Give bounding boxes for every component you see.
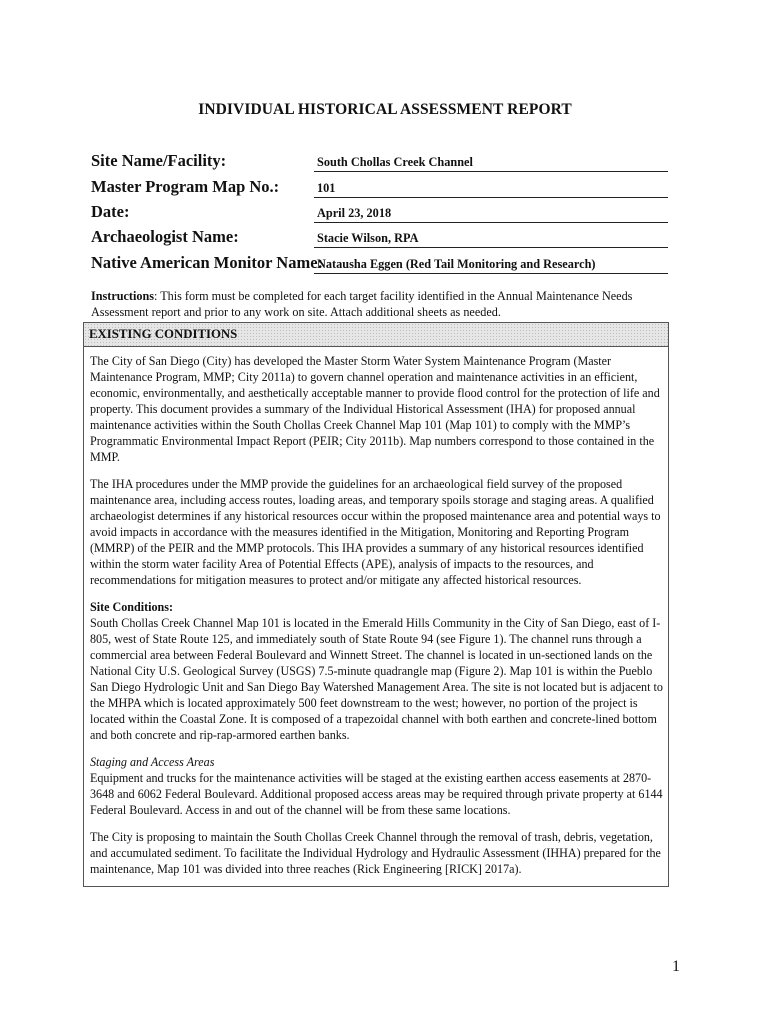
page-number: 1 xyxy=(672,958,680,975)
paragraph-intro: The City of San Diego (City) has developed the Master Storm Water System Maintenance Program (Master Maintenance Program, MMP; City 2011a) to govern channel operation and maintenance activities in an efficient, economic, environmentally, and aesthetically acceptable manner to provide flood control for the protection of life and property. This document provides a summary of the Individual Historical Assessment (IHA) for proposed annual maintenance activities within the South Chollas Creek Channel Map 101 (Map 101) to comply with the MMP’s Programmatic Environmental Impact Report (PEIR; City 2011b). Map numbers correspond to those contained in the MMP. xyxy=(90,354,660,464)
paragraph-staging: Equipment and trucks for the maintenance activities will be staged at the existing earthen access easements at 2870-3648 and 6062 Federal Boulevard. Additional proposed access areas may be required through private property at 6144 Federal Boulevard. Access in and out of the channel will be from these same locations. xyxy=(90,771,663,817)
site-name-value: South Chollas Creek Channel xyxy=(314,154,668,172)
field-native-monitor xyxy=(91,251,668,275)
instructions-label: Instructions xyxy=(91,289,154,303)
instructions xyxy=(91,288,671,320)
map-number-value: 101 xyxy=(314,180,668,198)
instructions-text: : This form must be completed for each target facility identified in the Annual Maintenance Needs Assessment report and prior to any work on site. Attach additional sheets as needed. xyxy=(91,289,633,319)
field-label: Site Name/Facility: xyxy=(91,151,227,170)
field-archaeologist xyxy=(91,225,668,249)
field-label: Native American Monitor Name: xyxy=(91,253,324,272)
field-date xyxy=(91,200,668,224)
field-label: Date: xyxy=(91,202,130,221)
paragraph-site-conditions: South Chollas Creek Channel Map 101 is located in the Emerald Hills Community in the City of San Diego, east of I-805, west of State Route 125, and immediately south of State Route 94 (see Figure 1). The channel runs through a commercial area between Federal Boulevard and Winnett Street. The channel is located in un-sectioned lands on the National City U.S. Geological Survey (USGS) 7.5-minute quadrangle map (Figure 2). Map 101 is within the Pueblo San Diego Hydrologic Unit and San Diego Bay Watershed Management Area. The site is not located but is adjacent to the MHPA which is located approximately 500 feet downstream to the west; however, no portion of the project is located within the Coastal Zone. It is composed of a trapezoidal channel with both earthen and concrete-lined bottom and both concrete and rip-rap-armored earthen banks. xyxy=(90,616,663,742)
native-monitor-value: Natausha Eggen (Red Tail Monitoring and Research) xyxy=(314,256,668,274)
field-label: Master Program Map No.: xyxy=(91,177,280,196)
site-conditions-heading: Site Conditions: xyxy=(90,600,173,614)
staging-heading: Staging and Access Areas xyxy=(90,755,215,769)
section-body xyxy=(84,347,668,877)
report-title: INDIVIDUAL HISTORICAL ASSESSMENT REPORT xyxy=(198,101,572,118)
paragraph-maintenance: The City is proposing to maintain the South Chollas Creek Channel through the removal of trash, debris, vegetation, and accumulated sediment. To facilitate the Individual Hydrology and Hydraulic Assessment (IHHA) prepared for the maintenance, Map 101 was divided into three reaches (Rick Engineering [RICK] 2017a). xyxy=(90,830,661,876)
date-value: April 23, 2018 xyxy=(314,205,668,223)
field-label: Archaeologist Name: xyxy=(91,227,239,246)
existing-conditions-section xyxy=(83,322,669,887)
archaeologist-value: Stacie Wilson, RPA xyxy=(314,230,668,248)
paragraph-iha-procedures: The IHA procedures under the MMP provide the guidelines for an archaeological field survey of the proposed maintenance area, including access routes, loading areas, and temporary spoils storage and staging areas. A qualified archaeologist determines if any historical resources occur within the proposed maintenance area and potential ways to avoid impacts in accordance with the measures identified in the Mitigation, Monitoring and Reporting Program (MMRP) of the PEIR and the MMP protocols. This IHA provides a summary of any historical resources identified within the storm water facility Area of Potential Effects (APE), analysis of impacts to the resources, and recommendations for mitigation measures to protect and/or mitigate any affected historical resources. xyxy=(90,477,661,587)
section-header: EXISTING CONDITIONS xyxy=(84,323,668,347)
field-site-name xyxy=(91,149,668,173)
field-map-number xyxy=(91,175,668,199)
